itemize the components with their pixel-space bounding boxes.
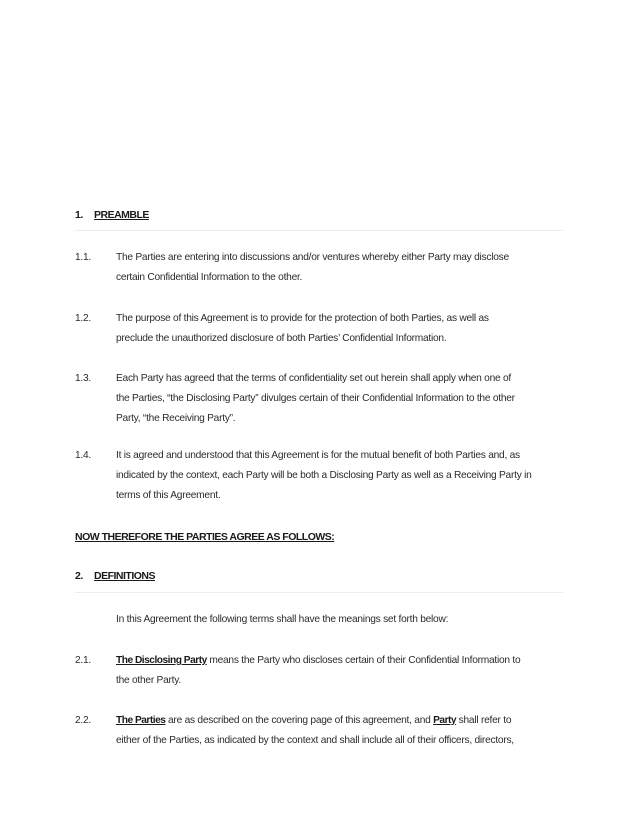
section-heading-definitions <box>75 570 155 582</box>
clause-line: either of the Parties, as indicated by the context and shall include all of their officers, directors, <box>116 735 514 746</box>
defined-term: The Disclosing Party <box>116 655 207 666</box>
section-divider <box>75 230 563 231</box>
clause-text <box>116 446 565 506</box>
clause-text <box>116 711 565 751</box>
clause-line: It is agreed and understood that this Agreement is for the mutual benefit of both Parties and, as <box>116 450 520 461</box>
clause-line: indicated by the context, each Party will be both a Disclosing Party as well as a Receiving Party in <box>116 470 532 481</box>
defined-term: Party <box>433 715 457 726</box>
clause-number: 2.2. <box>75 715 91 726</box>
clause-number: 1.1. <box>75 252 91 263</box>
clause-1-4 <box>75 446 565 506</box>
section-divider <box>75 592 563 593</box>
clause-number: 1.4. <box>75 450 91 461</box>
clause-text <box>116 651 565 691</box>
clause-line: preclude the unauthorized disclosure of both Parties’ Confidential Information. <box>116 333 447 344</box>
clause-line-rest: means the Party who discloses certain of their Confidential Information to <box>206 655 521 666</box>
section-heading-preamble <box>75 209 149 221</box>
clause-line: the Parties, “the Disclosing Party” divulges certain of their Confidential Information to the other <box>116 393 515 404</box>
clause-line: terms of this Agreement. <box>116 490 221 501</box>
clause-line <box>116 711 565 731</box>
clause-line: Each Party has agreed that the terms of confidentiality set out herein shall apply when one of <box>116 373 512 384</box>
definitions-intro: In this Agreement the following terms shall have the meanings set forth below: <box>116 614 449 625</box>
clause-1-3 <box>75 369 565 429</box>
clause-line: The Parties are entering into discussions and/or ventures whereby either Party may disclose <box>116 252 509 263</box>
clause-number: 1.2. <box>75 313 91 324</box>
clause-line-mid: are as described on the covering page of this agreement, and <box>165 715 434 726</box>
clause-text <box>116 369 565 429</box>
clause-number: 1.3. <box>75 373 91 384</box>
clause-line: The purpose of this Agreement is to provide for the protection of both Parties, as well as <box>116 313 489 324</box>
clause-1-2 <box>75 309 565 349</box>
section-number: 1. <box>75 209 83 221</box>
clause-1-1 <box>75 248 565 288</box>
section-number: 2. <box>75 570 83 582</box>
clause-number: 2.1. <box>75 655 91 666</box>
section-title: PREAMBLE <box>94 209 149 221</box>
clause-text <box>116 248 565 288</box>
clause-line <box>116 651 565 671</box>
clause-2-1 <box>75 651 565 691</box>
clause-line: the other Party. <box>116 675 181 686</box>
clause-text <box>116 309 565 349</box>
clause-line: certain Confidential Information to the other. <box>116 272 303 283</box>
defined-term: The Parties <box>116 715 166 726</box>
clause-2-2 <box>75 711 565 751</box>
clause-line-end: shall refer to <box>456 715 512 726</box>
section-title: DEFINITIONS <box>94 570 156 582</box>
now-therefore-heading: NOW THEREFORE THE PARTIES AGREE AS FOLLOWS: <box>75 531 335 543</box>
clause-line: Party, “the Receiving Party”. <box>116 413 236 424</box>
